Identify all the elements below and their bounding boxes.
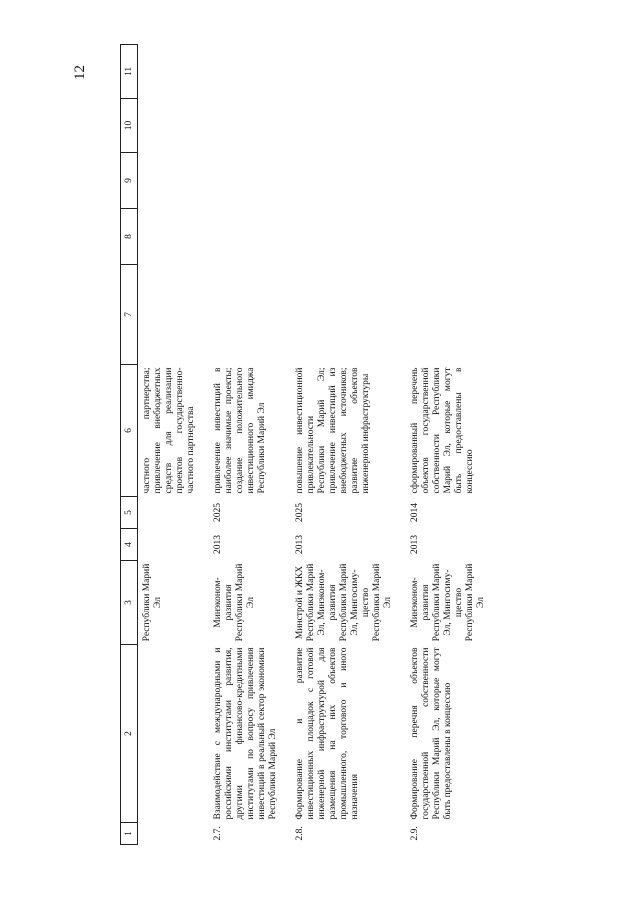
cell-col-7 bbox=[291, 265, 396, 365]
cell-col-10 bbox=[406, 99, 489, 153]
end-year: 2025 bbox=[213, 503, 223, 522]
end-year bbox=[138, 497, 200, 529]
measure-name: Взаимодействие с международными и российскими институтами развития, другими финансово-кредитными институтами по вопросу привлечения инвестиций в реальный сектор экономики Республики Марий Эл bbox=[213, 647, 278, 820]
measure-name: Формирование перечня объектов государственной собственности Республики Марий Эл, которые могут быть предоставлены в концессию bbox=[410, 647, 453, 820]
col-header-8: 8 bbox=[121, 209, 138, 265]
end-year: 2025 bbox=[295, 503, 305, 522]
col-header-5: 5 bbox=[121, 497, 138, 529]
col-header-6: 6 bbox=[121, 365, 138, 497]
cell-col-9 bbox=[291, 153, 396, 209]
col-header-7: 7 bbox=[121, 265, 138, 365]
row-gap bbox=[396, 45, 406, 845]
executor: Минстрой и ЖКХ Республики Марий Эл, Минэконом-развития Республики Марий Эл, Мингосиму-щество Республики Марий Эл bbox=[295, 563, 393, 642]
cell-col-9 bbox=[406, 153, 489, 209]
row-number: 2.9. bbox=[410, 826, 420, 841]
cell-col-9 bbox=[138, 153, 200, 209]
cell-col-8 bbox=[406, 209, 489, 265]
cell-col-9 bbox=[209, 153, 281, 209]
measure-name bbox=[138, 645, 200, 823]
table-row bbox=[406, 45, 489, 845]
start-year: 2013 bbox=[410, 535, 420, 554]
start-year bbox=[138, 529, 200, 561]
cell-col-7 bbox=[209, 265, 281, 365]
cell-col-10 bbox=[291, 99, 396, 153]
col-header-1: 1 bbox=[121, 823, 138, 845]
cell-col-10 bbox=[138, 99, 200, 153]
expected-result: сформированный перечень объектов государственной собственности Республики Марий Эл, которые могут быть предоставлены в концессию bbox=[410, 367, 475, 494]
col-header-4: 4 bbox=[121, 529, 138, 561]
expected-result: привлечение инвестиций в наиболее значимые проекты; создание положительного инвестиционного имиджа Республики Марий Эл bbox=[213, 367, 267, 494]
cell-col-8 bbox=[209, 209, 281, 265]
header-row bbox=[121, 45, 138, 845]
cell-col-11 bbox=[291, 45, 396, 99]
start-year: 2013 bbox=[213, 535, 223, 554]
cell-col-10 bbox=[209, 99, 281, 153]
cell-col-11 bbox=[138, 45, 200, 99]
row-number: 2.8. bbox=[295, 826, 305, 841]
table-row bbox=[138, 45, 200, 845]
col-header-3: 3 bbox=[121, 561, 138, 645]
measures-table bbox=[120, 44, 489, 845]
row-gap bbox=[199, 45, 209, 845]
cell-col-8 bbox=[291, 209, 396, 265]
rotated-table-container bbox=[120, 45, 525, 845]
row-number bbox=[138, 823, 200, 845]
cell-col-11 bbox=[209, 45, 281, 99]
executor: Минэконом-развития Республики Марий Эл bbox=[213, 563, 256, 642]
cell-col-11 bbox=[406, 45, 489, 99]
cell-col-7 bbox=[406, 265, 489, 365]
table-row bbox=[291, 45, 396, 845]
page-number: 12 bbox=[72, 65, 88, 80]
row-number: 2.7. bbox=[213, 826, 223, 841]
col-header-11: 11 bbox=[121, 45, 138, 99]
measure-name: Формирование и развитие инвестиционных площадок с готовой инженерной инфраструктурой для размещения на них объектов промышленного, торгового и иного назначения bbox=[295, 647, 360, 820]
executor: Республики Марий Эл bbox=[142, 563, 163, 642]
table-row bbox=[209, 45, 281, 845]
row-gap bbox=[281, 45, 291, 845]
col-header-2: 2 bbox=[121, 645, 138, 823]
cell-col-7 bbox=[138, 265, 200, 365]
end-year: 2014 bbox=[410, 503, 420, 522]
start-year: 2013 bbox=[295, 535, 305, 554]
col-header-10: 10 bbox=[121, 99, 138, 153]
expected-result: частного партнерства; привлечение внебюджетных средств для реализации проектов государственно-частного партнерства bbox=[142, 367, 196, 494]
cell-col-8 bbox=[138, 209, 200, 265]
expected-result: повышение инвестиционной привлекательности Республики Марий Эл; привлечение инвестиций из внебюджетных источников; развитие объектов инженерной инфраструктуры bbox=[295, 367, 371, 494]
executor: Минэконом-развития Республики Марий Эл, Мингосиму-щество Республики Марий Эл bbox=[410, 563, 486, 642]
col-header-9: 9 bbox=[121, 153, 138, 209]
